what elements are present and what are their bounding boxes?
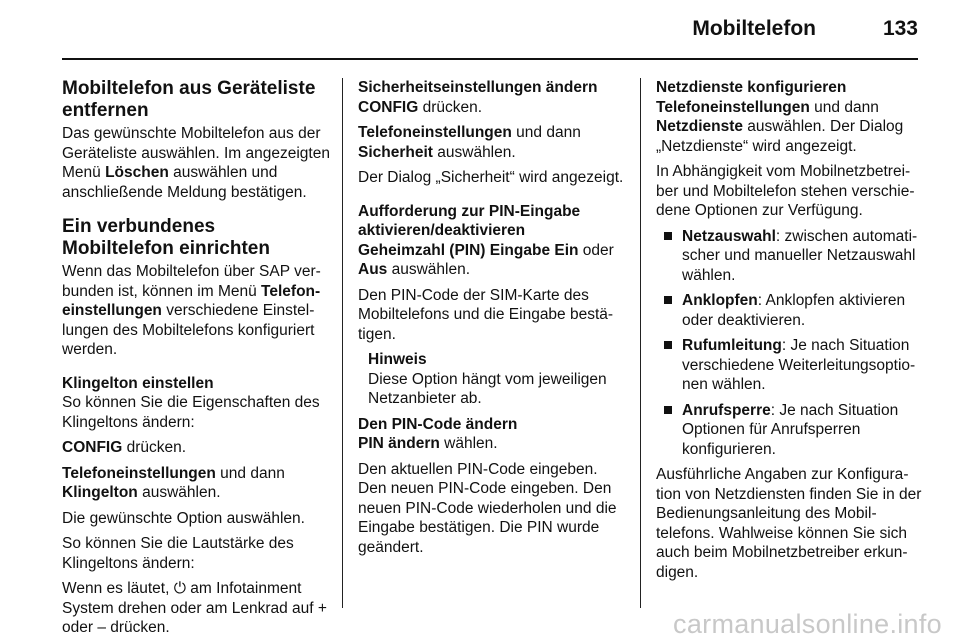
column-2: [358, 78, 624, 563]
list-item: Anrufsperre: Je nach Situation Optionen für Anrufsperren konfigurieren.: [656, 401, 926, 460]
paragraph: PIN ändern wählen.: [358, 435, 498, 452]
paragraph: Telefoneinstellungen und dann Netzdienste auswählen. Der Dialog „Netzdienste“ wird angezeigt.: [656, 98, 904, 155]
paragraph: In Abhängigkeit vom Mobilnetzbetreiber und Mobiltelefon stehen verschiedene Optionen zur Verfügung.: [656, 163, 915, 219]
note-title: Hinweis: [368, 351, 427, 368]
power-knob-icon: ⏻: [173, 580, 186, 597]
section-heading: Mobiltelefon aus Geräteliste entfernen: [62, 78, 316, 121]
column-divider: [342, 78, 343, 608]
subsection-heading: Aufforderung zur PIN-Eingabe aktivieren/deaktivieren: [358, 202, 581, 239]
subsection-heading: Netzdienste konfigurieren: [656, 79, 847, 96]
paragraph: CONFIG drücken.: [358, 98, 483, 116]
list-item: Anklopfen: Anklopfen aktivieren oder deaktivieren.: [656, 291, 926, 330]
paragraph: Der Dialog „Sicherheit“ wird angezeigt.: [358, 169, 624, 186]
list-item: Netzauswahl: zwischen automatischer und manueller Netzauswahl wählen.: [656, 227, 926, 286]
bullet-square-icon: [664, 232, 672, 240]
paragraph: So können Sie die Lautstärke des Klingeltons ändern:: [62, 535, 294, 572]
note-text: Diese Option hängt vom jeweiligen Netzanbieter ab.: [368, 370, 607, 407]
paragraph: Den PIN-Code der SIM-Karte des Mobiltelefons und die Eingabe bestätigen.: [358, 286, 614, 343]
list-item: Rufumleitung: Je nach Situation verschiedene Weiterleitungsoptionen wählen.: [656, 336, 926, 395]
option-list: [656, 227, 926, 460]
bullet-square-icon: [664, 406, 672, 414]
page-number: 133: [882, 17, 918, 40]
paragraph: So können Sie die Eigenschaften des Klingeltons ändern:: [62, 394, 320, 431]
subsection-heading: Klingelton einstellen: [62, 374, 214, 392]
column-3: [656, 78, 926, 588]
paragraph: Geheimzahl (PIN) Eingabe Ein oder Aus auswählen.: [358, 241, 614, 278]
paragraph: Das gewünschte Mobiltelefon aus der Geräteliste auswählen. Im angezeigten Menü Löschen auswählen und anschließende Meldung bestätigen.: [62, 125, 330, 201]
plus-icon: +: [317, 599, 327, 617]
bullet-square-icon: [664, 341, 672, 349]
header-title: Mobiltelefon: [692, 17, 816, 40]
subsection-heading: Den PIN-Code ändern: [358, 415, 518, 433]
paragraph: Telefoneinstellungen und dann Sicherheit auswählen.: [358, 124, 581, 161]
paragraph: Telefoneinstellungen und dann Klingelton auswählen.: [62, 464, 285, 501]
column-1: [62, 78, 330, 644]
column-divider: [640, 78, 641, 608]
paragraph: Die gewünschte Option auswählen.: [62, 509, 305, 527]
paragraph: CONFIG drücken.: [62, 439, 187, 456]
paragraph: Ausführliche Angaben zur Konfiguration von Netzdiensten finden Sie in der Bedienungsanleitung des Mobiltelefons. Wahlweise können Sie sich auch beim Mobilnetzbetreiber erkundigen.: [656, 466, 922, 581]
note: [358, 350, 624, 409]
paragraph: Den aktuellen PIN-Code eingeben. Den neuen PIN-Code eingeben. Den neuen PIN-Code wiederholen und die Eingabe bestätigen. Die PIN wurde geändert.: [358, 460, 617, 556]
header-rule: [62, 58, 918, 60]
bullet-square-icon: [664, 296, 672, 304]
section-heading: Ein verbundenes Mobiltelefon einrichten: [62, 216, 270, 259]
subsection-heading: Sicherheitseinstellungen ändern: [358, 79, 598, 96]
paragraph: Wenn das Mobiltelefon über SAP verbunden ist, können im Menü Telefoneinstellungen verschiedene Einstellungen des Mobiltelefons konfiguriert werden.: [62, 263, 321, 358]
watermark: carmanualsonline.info: [673, 609, 942, 639]
paragraph: Wenn es läutet, ⏻ am Infotainment System drehen oder am Lenkrad auf + oder – drücken.: [62, 580, 327, 636]
